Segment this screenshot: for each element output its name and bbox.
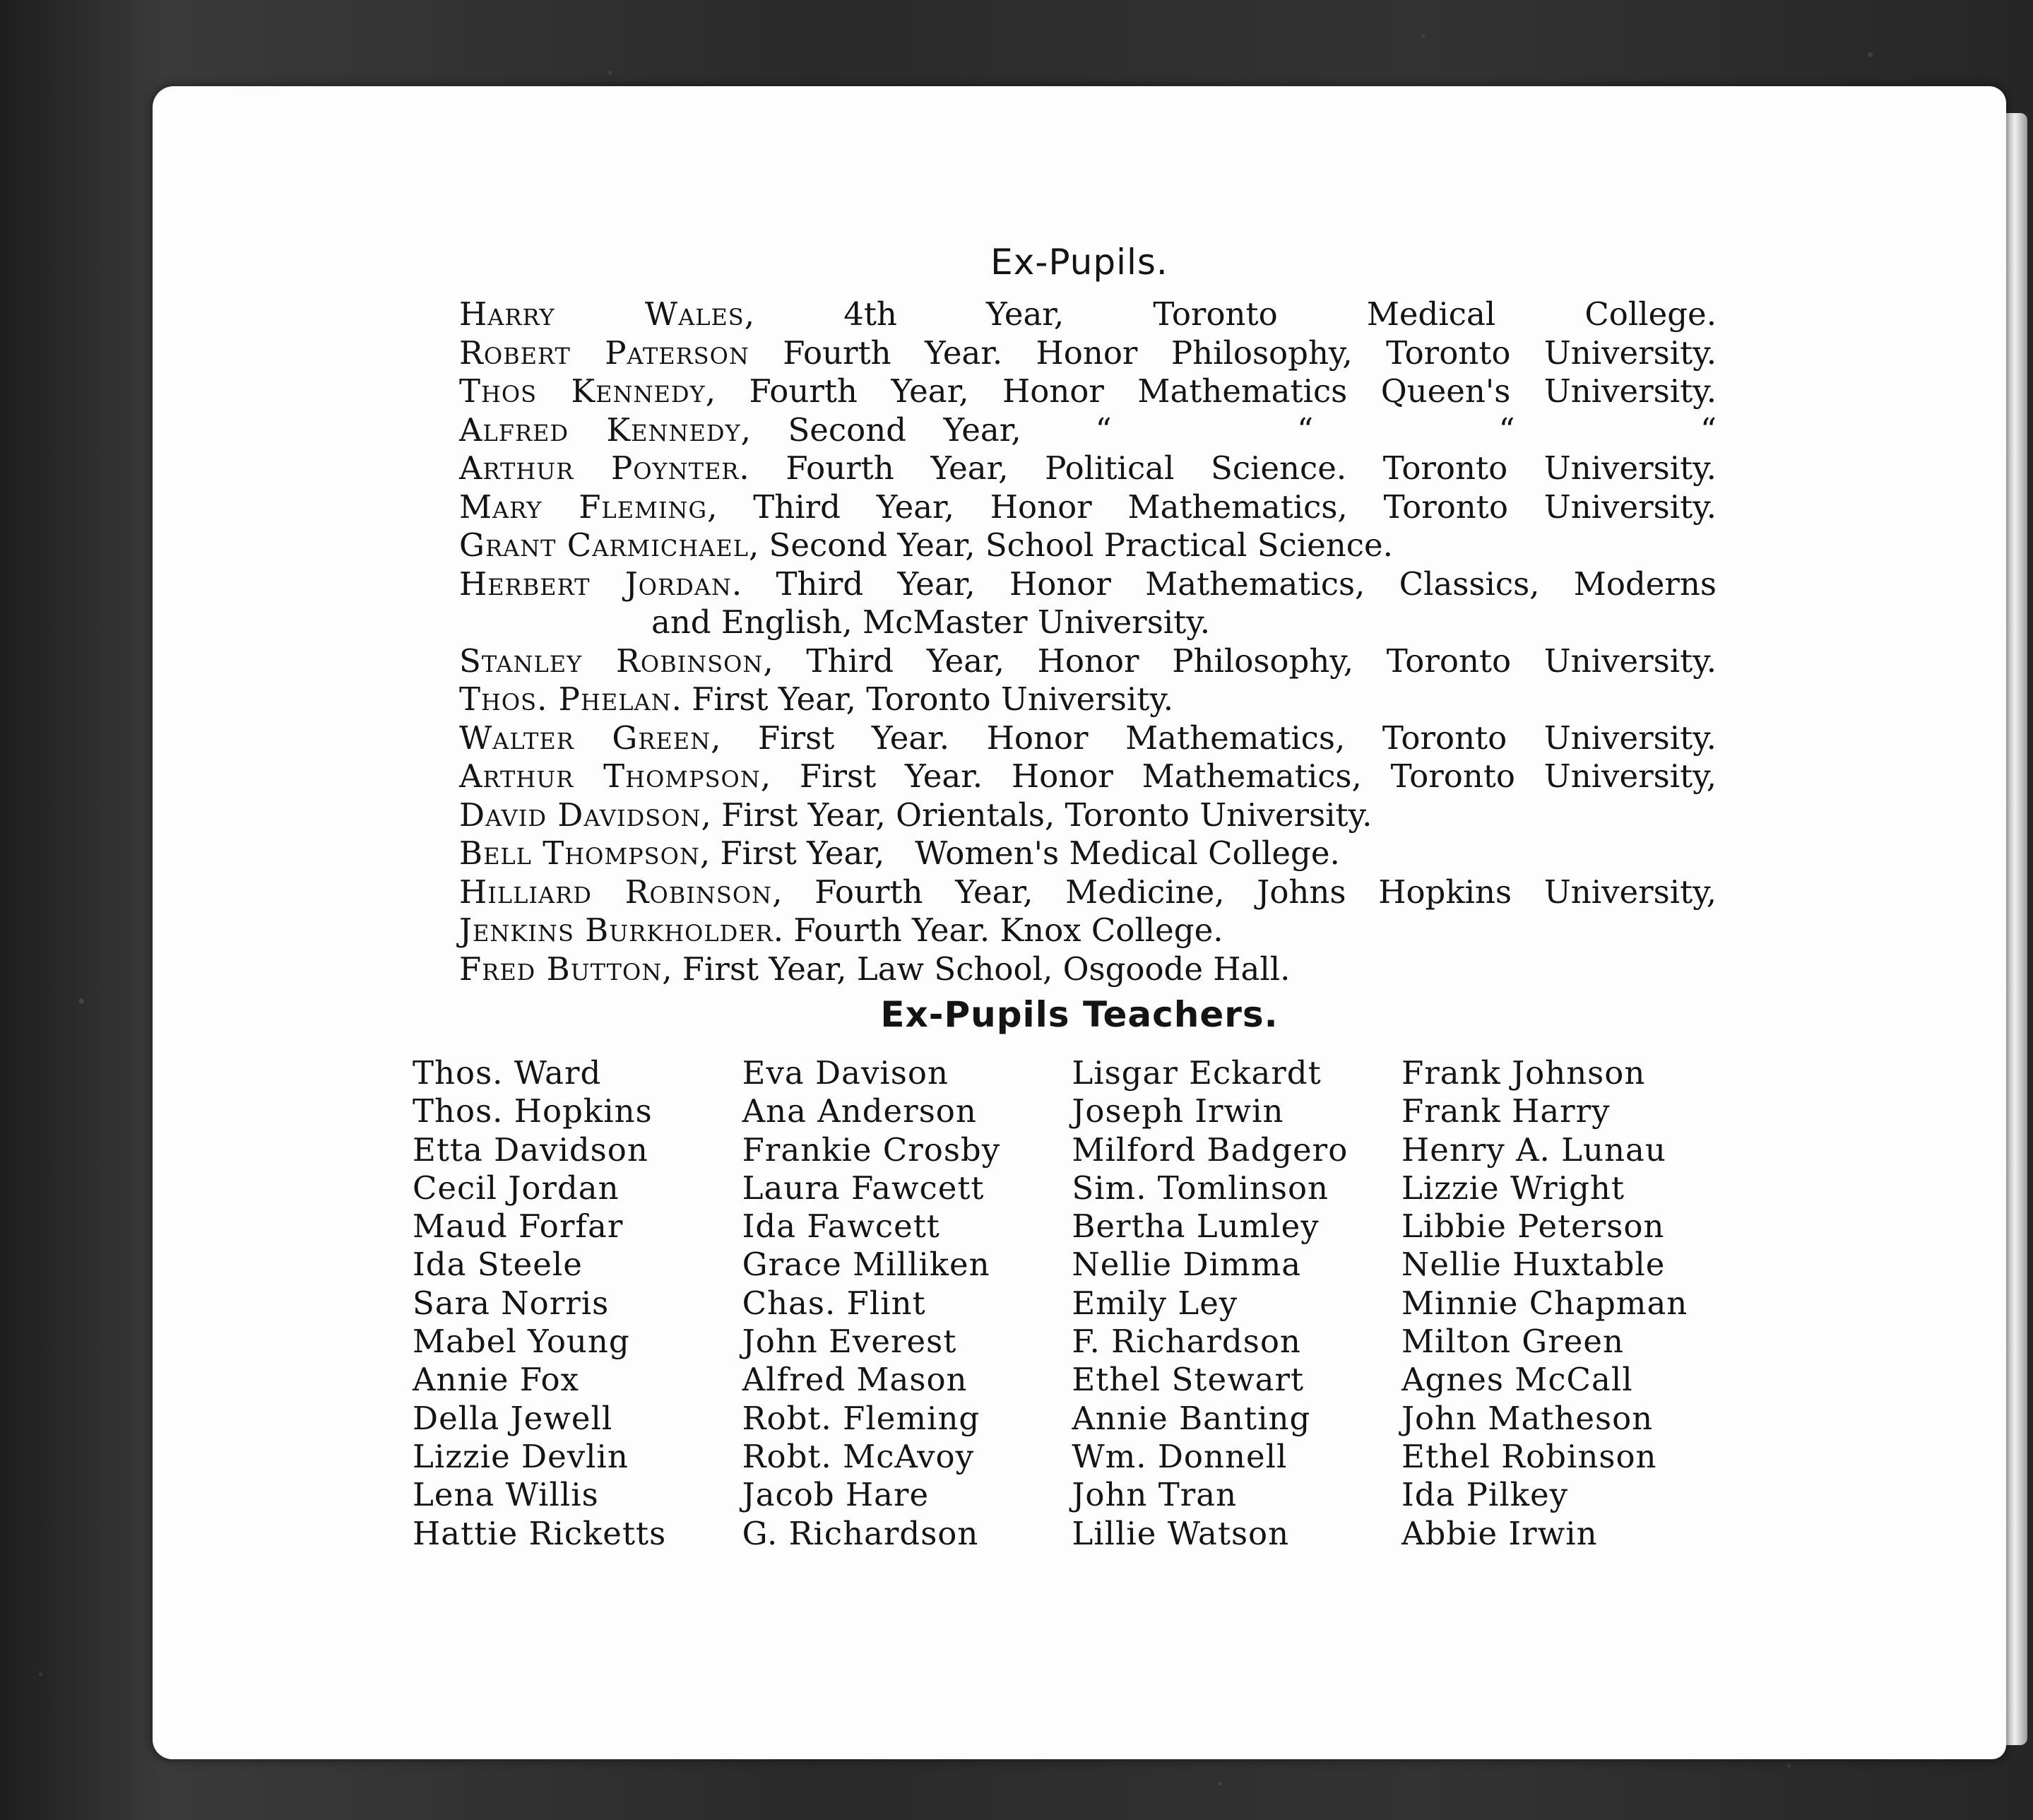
ex-pupil-details: , Second Year, School Practical Science. bbox=[748, 526, 1393, 564]
teacher-name: Chas. Flint bbox=[742, 1284, 926, 1322]
ex-pupil-name: Fred Button bbox=[459, 950, 663, 988]
ex-pupil-name: Herbert Jordan bbox=[459, 565, 732, 603]
ex-pupil-entry bbox=[459, 642, 1717, 681]
ex-pupil-name: Hilliard Robinson bbox=[459, 873, 773, 911]
teacher-name: Thos. Ward bbox=[413, 1054, 602, 1092]
teacher-name: G. Richardson bbox=[742, 1514, 979, 1552]
ex-pupil-details: . Fourth Year. Knox College. bbox=[773, 911, 1223, 949]
teacher-name: Henry A. Lunau bbox=[1401, 1130, 1666, 1169]
ex-pupil-details: , First Year. Honor Mathematics, Toronto University, bbox=[760, 757, 1717, 795]
ex-pupil-details: , 4th Year, Toronto Medical College. bbox=[744, 295, 1717, 333]
ex-pupil-entry bbox=[459, 411, 1717, 450]
teacher-name: Nellie Huxtable bbox=[1401, 1246, 1666, 1284]
ex-pupil-entry bbox=[459, 295, 1717, 334]
ex-pupil-entry bbox=[459, 488, 1717, 527]
teacher-name: Annie Banting bbox=[1072, 1399, 1311, 1437]
teacher-name: Della Jewell bbox=[413, 1399, 613, 1437]
teacher-name: Sim. Tomlinson bbox=[1072, 1169, 1329, 1207]
ex-pupil-name: Thos. Phelan bbox=[459, 680, 672, 718]
teacher-name: Lizzie Devlin bbox=[413, 1437, 629, 1475]
ex-pupil-name: Arthur Thompson bbox=[459, 757, 761, 795]
teacher-name: F. Richardson bbox=[1072, 1323, 1301, 1361]
teacher-name: Bertha Lumley bbox=[1072, 1207, 1320, 1246]
teacher-name: Milton Green bbox=[1401, 1323, 1624, 1361]
ex-pupil-name: Bell Thompson bbox=[459, 834, 700, 872]
ex-pupil-name: Harry Wales bbox=[459, 295, 745, 333]
teacher-name: Alfred Mason bbox=[742, 1361, 968, 1399]
heading-ex-pupils: Ex-Pupils. bbox=[990, 242, 1168, 283]
ex-pupil-entry bbox=[459, 757, 1717, 796]
ex-pupil-name: Arthur Poynter bbox=[459, 449, 740, 487]
ex-pupil-name: Mary Fleming bbox=[459, 488, 708, 526]
ex-pupil-entry bbox=[459, 449, 1717, 488]
teacher-column bbox=[1072, 1054, 1382, 1553]
teacher-name: Ethel Stewart bbox=[1072, 1361, 1305, 1399]
ex-pupil-details: . Fourth Year, Political Science. Toronto University. bbox=[739, 449, 1717, 487]
teacher-name: Ethel Robinson bbox=[1401, 1437, 1657, 1475]
teacher-name: Mabel Young bbox=[413, 1323, 630, 1361]
ex-pupil-details: . First Year, Toronto University. bbox=[671, 680, 1174, 718]
teacher-name: Frank Johnson bbox=[1401, 1054, 1646, 1092]
ex-pupil-details: , Third Year, Honor Mathematics, Toronto University. bbox=[707, 488, 1717, 526]
teacher-name: Ida Steele bbox=[413, 1246, 583, 1284]
ex-pupil-name: Stanley Robinson bbox=[459, 642, 764, 680]
ex-pupil-name: Grant Carmichael bbox=[459, 526, 749, 564]
ex-pupil-name: Robert Paterson bbox=[459, 333, 749, 372]
teacher-name: Milford Badgero bbox=[1072, 1130, 1349, 1169]
teacher-column bbox=[1401, 1054, 1712, 1553]
ex-pupil-name: Alfred Kennedy bbox=[459, 410, 741, 449]
ex-pupil-name: Thos Kennedy bbox=[459, 372, 706, 410]
ex-pupil-entry bbox=[459, 796, 1717, 835]
ex-pupil-entry bbox=[459, 834, 1717, 873]
teacher-name: Grace Milliken bbox=[742, 1246, 990, 1284]
ex-pupil-entry bbox=[459, 950, 1717, 989]
ex-pupil-entry bbox=[459, 372, 1717, 411]
ex-pupil-details: , First Year, Women's Medical College. bbox=[699, 834, 1340, 872]
ex-pupil-entry bbox=[459, 680, 1717, 719]
ex-pupil-details: Fourth Year. Honor Philosophy, Toronto University. bbox=[749, 333, 1717, 372]
teacher-name: Agnes McCall bbox=[1401, 1361, 1633, 1399]
teacher-name: Robt. Fleming bbox=[742, 1399, 980, 1437]
teacher-name: Joseph Irwin bbox=[1072, 1092, 1284, 1130]
ex-pupil-details: , Second Year, “ “ “ “ bbox=[740, 410, 1717, 449]
ex-pupil-entry bbox=[459, 526, 1717, 565]
teacher-name: Hattie Ricketts bbox=[413, 1514, 667, 1552]
teacher-name: Cecil Jordan bbox=[413, 1169, 620, 1207]
ex-pupil-entry bbox=[459, 565, 1717, 642]
document-page bbox=[153, 86, 2006, 1759]
ex-pupil-details: . Third Year, Honor Mathematics, Classics, Moderns bbox=[731, 565, 1717, 603]
ex-pupil-details: , Third Year, Honor Philosophy, Toronto University. bbox=[763, 642, 1717, 680]
ex-pupil-entry bbox=[459, 719, 1717, 758]
teacher-name: Ana Anderson bbox=[742, 1092, 977, 1130]
teacher-name: Lisgar Eckardt bbox=[1072, 1054, 1322, 1092]
ex-pupil-name: Jenkins Burkholder bbox=[459, 911, 774, 949]
teacher-name: John Matheson bbox=[1401, 1399, 1654, 1437]
teacher-name: Minnie Chapman bbox=[1401, 1284, 1688, 1322]
ex-pupil-entry bbox=[459, 334, 1717, 373]
teacher-name: Ida Pilkey bbox=[1401, 1476, 1569, 1514]
teacher-column bbox=[413, 1054, 723, 1553]
ex-pupil-name: David Davidson bbox=[459, 796, 701, 834]
teacher-name: Thos. Hopkins bbox=[413, 1092, 653, 1130]
teacher-name: Abbie Irwin bbox=[1401, 1514, 1598, 1552]
ex-pupil-entry bbox=[459, 911, 1717, 950]
teacher-name: Lena Willis bbox=[413, 1476, 599, 1514]
teacher-name: Nellie Dimma bbox=[1072, 1246, 1302, 1284]
teacher-name: Annie Fox bbox=[413, 1361, 580, 1399]
teacher-name: Wm. Donnell bbox=[1072, 1437, 1288, 1475]
teacher-name: Lizzie Wright bbox=[1401, 1169, 1625, 1207]
ex-pupils-list bbox=[459, 295, 1717, 988]
ex-pupil-details: , First Year, Orientals, Toronto University. bbox=[701, 796, 1373, 834]
teacher-name: Jacob Hare bbox=[742, 1476, 930, 1514]
teacher-name: Ida Fawcett bbox=[742, 1207, 940, 1246]
teacher-name: Sara Norris bbox=[413, 1284, 610, 1322]
teacher-name: John Tran bbox=[1072, 1476, 1238, 1514]
heading-ex-pupils-teachers: Ex-Pupils Teachers. bbox=[880, 994, 1279, 1035]
ex-pupil-name: Walter Green bbox=[459, 719, 711, 757]
teacher-name: Emily Ley bbox=[1072, 1284, 1238, 1322]
ex-pupil-details: , Fourth Year, Medicine, Johns Hopkins University, bbox=[772, 873, 1717, 911]
teacher-name: Eva Davison bbox=[742, 1054, 949, 1092]
teacher-name: Lillie Watson bbox=[1072, 1514, 1290, 1552]
ex-pupil-details: , Fourth Year, Honor Mathematics Queen's University. bbox=[705, 372, 1717, 410]
teacher-name: John Everest bbox=[742, 1323, 957, 1361]
teacher-name: Maud Forfar bbox=[413, 1207, 624, 1246]
teacher-name: Frankie Crosby bbox=[742, 1130, 1001, 1169]
teacher-name: Etta Davidson bbox=[413, 1130, 648, 1169]
teachers-columns bbox=[413, 1054, 1712, 1553]
teacher-column bbox=[742, 1054, 1053, 1553]
ex-pupil-continuation: and English, McMaster University. bbox=[651, 603, 1211, 641]
page-edge bbox=[2006, 113, 2027, 1745]
ex-pupil-details: , First Year, Law School, Osgoode Hall. bbox=[662, 950, 1291, 988]
teacher-name: Robt. McAvoy bbox=[742, 1437, 975, 1475]
ex-pupil-entry bbox=[459, 873, 1717, 912]
teacher-name: Laura Fawcett bbox=[742, 1169, 985, 1207]
teacher-name: Libbie Peterson bbox=[1401, 1207, 1665, 1246]
teacher-name: Frank Harry bbox=[1401, 1092, 1611, 1130]
ex-pupil-details: , First Year. Honor Mathematics, Toronto University. bbox=[711, 719, 1717, 757]
